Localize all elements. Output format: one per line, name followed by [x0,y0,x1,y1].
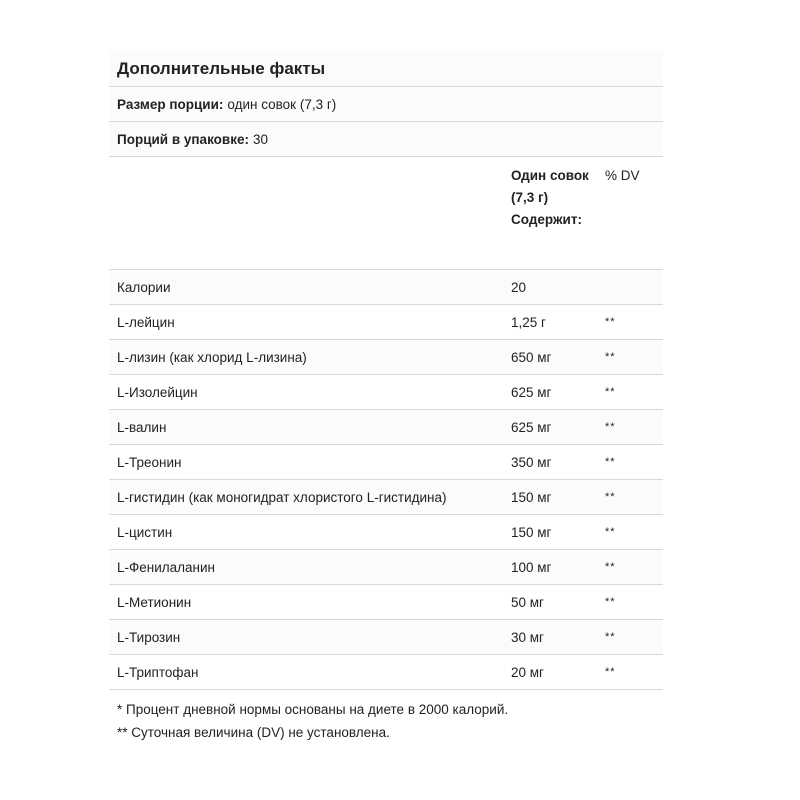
header-empty-cell [109,157,503,270]
table-row [109,340,663,375]
table-row [109,585,663,620]
table-row [109,270,663,305]
serving-size-row [109,87,663,122]
table-row [109,620,663,655]
nutrient-name: Калории [109,270,503,305]
nutrient-name: L-Изолейцин [109,375,503,410]
servings-per-container-row [109,122,663,157]
table-row [109,410,663,445]
supplement-facts-panel [109,51,663,744]
nutrient-dv: ** [597,305,663,340]
nutrient-dv: ** [597,340,663,375]
dv-header: % DV [597,157,663,270]
nutrient-amount: 150 мг [503,515,597,550]
table-row [109,515,663,550]
table-row [109,655,663,690]
nutrient-amount: 20 мг [503,655,597,690]
nutrient-name: L-Треонин [109,445,503,480]
nutrient-amount: 20 [503,270,597,305]
nutrient-amount: 1,25 г [503,305,597,340]
table-header-row [109,157,663,270]
nutrient-dv: ** [597,375,663,410]
nutrient-amount: 625 мг [503,410,597,445]
nutrient-table [109,157,663,690]
servings-label: Порций в упаковке: [117,131,249,147]
nutrient-name: L-Фенилаланин [109,550,503,585]
nutrient-dv: ** [597,550,663,585]
nutrient-name: L-Тирозин [109,620,503,655]
table-row [109,305,663,340]
table-row [109,445,663,480]
nutrient-dv: ** [597,620,663,655]
footnote: ** Суточная величина (DV) не установлена. [117,725,390,740]
nutrient-dv: ** [597,515,663,550]
nutrient-name: L-Триптофан [109,655,503,690]
nutrient-name: L-Метионин [109,585,503,620]
table-row [109,375,663,410]
footnotes [109,690,663,744]
panel-title: Дополнительные факты [109,51,663,87]
nutrient-amount: 350 мг [503,445,597,480]
servings-value: 30 [252,131,268,147]
nutrient-dv [597,270,663,305]
nutrient-amount: 650 мг [503,340,597,375]
serving-size-value: один совок (7,3 г) [227,96,337,112]
table-row [109,480,663,515]
nutrient-amount: 50 мг [503,585,597,620]
nutrient-name: L-цистин [109,515,503,550]
nutrient-dv: ** [597,480,663,515]
nutrient-amount: 625 мг [503,375,597,410]
nutrient-name: L-валин [109,410,503,445]
nutrient-name: L-лизин (как хлорид L-лизина) [109,340,503,375]
nutrient-dv: ** [597,410,663,445]
amount-header: Один совок (7,3 г) Содержит: [503,157,597,270]
nutrient-name: L-лейцин [109,305,503,340]
nutrient-dv: ** [597,655,663,690]
table-row [109,550,663,585]
nutrient-amount: 150 мг [503,480,597,515]
nutrient-dv: ** [597,445,663,480]
footnote: * Процент дневной нормы основаны на диете в 2000 калорий. [117,702,509,717]
nutrient-name: L-гистидин (как моногидрат хлористого L-гистидина) [109,480,503,515]
nutrient-amount: 30 мг [503,620,597,655]
serving-size-label: Размер порции: [117,96,224,112]
nutrient-dv: ** [597,585,663,620]
nutrient-amount: 100 мг [503,550,597,585]
